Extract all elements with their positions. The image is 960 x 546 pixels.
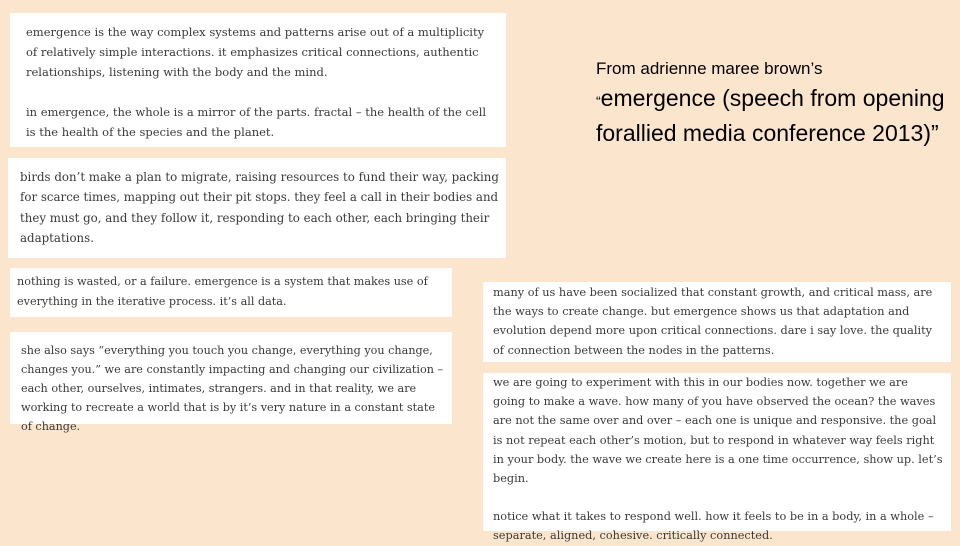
- quote-paragraph: notice what it takes to respond well. how it feels to be in a body, in a whole – separate, aligned, cohesive. critically connected.: [493, 510, 934, 543]
- quote-paragraph: we are going to experiment with this in our bodies now. together we are going to make a wave. how many of you have observed the ocean? the waves are not the same over and over – each one is unique and responsive. the goal is not repeat each other’s motion, but to respond in whatever way feels right in your body. the wave we create here is a one time occurrence, show up. let’s begin.: [493, 376, 943, 486]
- slide-title: [596, 56, 946, 149]
- slide-title-source-text: emergence (speech from opening forallied media conference 2013)”: [596, 85, 945, 146]
- open-quote-mark: “: [596, 93, 601, 109]
- quote-card-nothing-wasted: [10, 268, 452, 317]
- quote-card-wave-exercise: [483, 373, 951, 543]
- slide-title-attribution: From adrienne maree brown’s: [596, 59, 823, 78]
- quote-paragraph: she also says “everything you touch you change, everything you change, changes you.” we are constantly impacting and changing our civilization – each other, ourselves, intimates, strangers. and in that reality, we are working to recreate a world that is by it’s very nature in a constant state of change.: [21, 344, 444, 433]
- quote-paragraph: many of us have been socialized that constant growth, and critical mass, are the ways to create change. but emergence shows us that adaptation and evolution depend more upon critical connections. dare i say love. the quality of connection between the nodes in the patterns.: [493, 286, 933, 357]
- quote-card-change: [10, 332, 452, 433]
- quote-paragraph: birds don’t make a plan to migrate, raising resources to fund their way, packing for scarce times, mapping out their pit stops. they feel a call in their bodies and they must go, and they follow it, responding to each other, each bringing their adaptations.: [20, 170, 499, 245]
- quote-paragraph: nothing is wasted, or a failure. emergence is a system that makes use of everything in the iterative process. it’s all data.: [17, 275, 428, 308]
- quote-card-emergence-definition: [10, 13, 506, 147]
- quote-card-birds: [8, 158, 506, 258]
- slide-title-source: [596, 82, 946, 149]
- quote-paragraph: emergence is the way complex systems and patterns arise out of a multiplicity of relatively simple interactions. it emphasizes critical connections, authentic relationships, listening with the body and the mind.: [26, 25, 485, 79]
- quote-card-critical-connections: [483, 282, 951, 362]
- quote-paragraph: in emergence, the whole is a mirror of the parts. fractal – the health of the cell is the health of the species and the planet.: [26, 105, 487, 139]
